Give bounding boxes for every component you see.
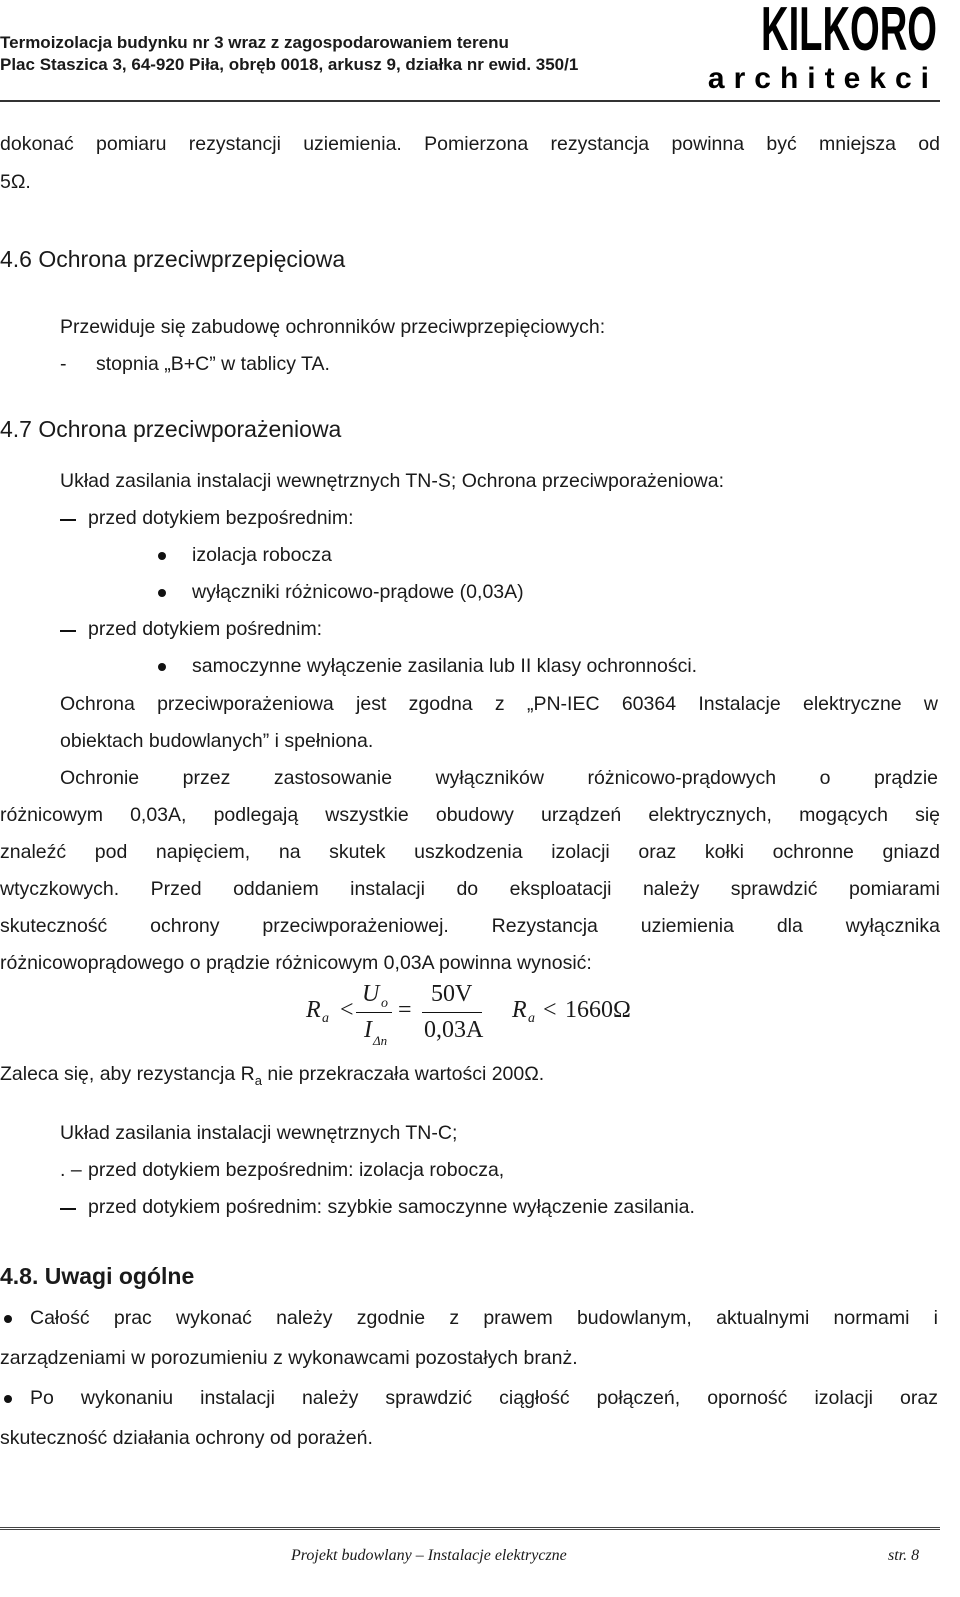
logo-subtitle: architekci bbox=[707, 62, 938, 95]
s47-compliance-line-2: obiektach budowlanych” i spełniona. bbox=[60, 730, 374, 752]
fraction-bar-left bbox=[356, 1012, 392, 1013]
footer-rule bbox=[0, 1527, 940, 1530]
formula-R2: R bbox=[512, 997, 527, 1023]
s47-intro: Układ zasilania instalacji wewnętrznych TN-S; Ochrona przeciwporażeniowa: bbox=[60, 470, 725, 492]
header-rule bbox=[0, 100, 940, 102]
s47-bullet-3: samoczynne wyłączenie zasilania lub II klasy ochronności. bbox=[192, 655, 698, 677]
formula-num: 50V bbox=[431, 981, 473, 1007]
s47-para-line-1: Ochronie przez zastosowanie wyłączników różnicowo-prądowych o prądzie bbox=[60, 767, 938, 789]
header-line-1: Termoizolacja budynku nr 3 wraz z zagospodarowaniem terenu bbox=[0, 33, 509, 52]
s47-para-line-6: różnicowoprądowego o prądzie różnicowym 0,03A powinna wynosić: bbox=[0, 952, 592, 974]
formula-result: 1660Ω bbox=[565, 997, 631, 1023]
resistance-formula bbox=[0, 980, 700, 1050]
bullet-icon bbox=[158, 663, 166, 671]
logo-wordmark: KILKORO bbox=[761, 2, 937, 54]
s48-bullet-1-line-1: Całość prac wykonać należy zgodnie z prawem budowlanym, aktualnymi normami i bbox=[30, 1307, 938, 1329]
fraction-bar-right bbox=[422, 1012, 482, 1013]
s46-dash: - bbox=[60, 353, 67, 375]
tnc-item-2: przed dotykiem pośrednim: szybkie samoczynne wyłączenie zasilania. bbox=[88, 1196, 695, 1218]
section-4-6-heading: 4.6 Ochrona przeciwprzepięciowa bbox=[0, 246, 346, 272]
s47-para-line-3: znaleźć pod napięciem, na skutek uszkodzenia izolacji oraz kołki ochronne gniazd bbox=[0, 841, 940, 863]
s48-bullet-1-line-2: zarządzeniami w porozumieniu z wykonawcami pozostałych branż. bbox=[0, 1347, 578, 1369]
intro-line-2: 5Ω. bbox=[0, 171, 31, 193]
s47-para-line-2: różnicowym 0,03A, podlegają wszystkie obudowy urządzeń elektrycznych, mogących się bbox=[0, 804, 940, 826]
footer-title: Projekt budowlany – Instalacje elektryczne bbox=[291, 1547, 567, 1564]
s47-para-line-5: skuteczność ochrony przeciwporażeniowej. Rezystancja uziemienia dla wyłącznika bbox=[0, 915, 940, 937]
s48-bullet-2-line-2: skuteczność działania ochrony od porażeń. bbox=[0, 1427, 373, 1449]
dash-marker bbox=[60, 1208, 76, 1210]
formula-eq: = bbox=[398, 997, 412, 1023]
s47-bullet-2: wyłączniki różnicowo-prądowe (0,03A) bbox=[192, 581, 524, 603]
s47-bullet-1: izolacja robocza bbox=[192, 544, 332, 566]
dash-marker bbox=[60, 630, 76, 632]
s47-compliance-line-1: Ochrona przeciwporażeniowa jest zgodna z „PN-IEC 60364 Instalacje elektryczne w bbox=[60, 693, 938, 715]
s47-dash-item-1: przed dotykiem bezpośrednim: bbox=[88, 507, 354, 529]
dash-marker bbox=[60, 519, 76, 521]
formula-R: R bbox=[306, 997, 321, 1023]
header-line-2: Plac Staszica 3, 64-920 Piła, obręb 0018, arkusz 9, działka nr ewid. 350/1 bbox=[0, 55, 579, 74]
bullet-icon bbox=[4, 1315, 12, 1323]
s46-item: stopnia „B+C” w tablicy TA. bbox=[96, 353, 330, 375]
s46-paragraph: Przewiduje się zabudowę ochronników przeciwprzepięciowych: bbox=[60, 316, 606, 338]
formula-U: U bbox=[362, 981, 380, 1007]
kilkoro-logo bbox=[760, 2, 938, 54]
tnc-dash-prefix: . – bbox=[60, 1159, 82, 1181]
bullet-icon bbox=[158, 552, 166, 560]
recommendation-line: Zaleca się, aby rezystancja $R_a$ nie przekraczała wartości 200Ω. bbox=[0, 1063, 545, 1088]
page-number: str. 8 bbox=[888, 1547, 920, 1564]
formula-den: 0,03A bbox=[424, 1017, 484, 1043]
section-4-7-heading: 4.7 Ochrona przeciwporażeniowa bbox=[0, 416, 342, 442]
formula-lt: < bbox=[340, 997, 354, 1023]
section-4-8-heading: 4.8. Uwagi ogólne bbox=[0, 1263, 195, 1289]
tnc-item-1: przed dotykiem bezpośrednim: izolacja robocza, bbox=[88, 1159, 505, 1181]
formula-sub-a: a bbox=[322, 1011, 329, 1026]
formula-I: I bbox=[364, 1017, 372, 1043]
bullet-icon bbox=[4, 1395, 12, 1403]
s47-dash-item-2: przed dotykiem pośrednim: bbox=[88, 618, 323, 640]
bullet-icon bbox=[158, 589, 166, 597]
s48-bullet-2-line-1: Po wykonaniu instalacji należy sprawdzić ciągłość połączeń, oporność izolacji oraz bbox=[30, 1387, 938, 1409]
formula-sub-dn: Δn bbox=[373, 1033, 388, 1048]
formula-sub-a2: a bbox=[528, 1011, 535, 1026]
s47-para-line-4: wtyczkowych. Przed oddaniem instalacji do eksploatacji należy sprawdzić pomiarami bbox=[0, 878, 940, 900]
formula-lt2: < bbox=[543, 997, 557, 1023]
intro-line-1: dokonać pomiaru rezystancji uziemienia. Pomierzona rezystancja powinna być mniejsza od bbox=[0, 133, 940, 155]
tnc-intro: Układ zasilania instalacji wewnętrznych TN-C; bbox=[60, 1122, 458, 1144]
formula-sub-o: o bbox=[381, 996, 388, 1011]
